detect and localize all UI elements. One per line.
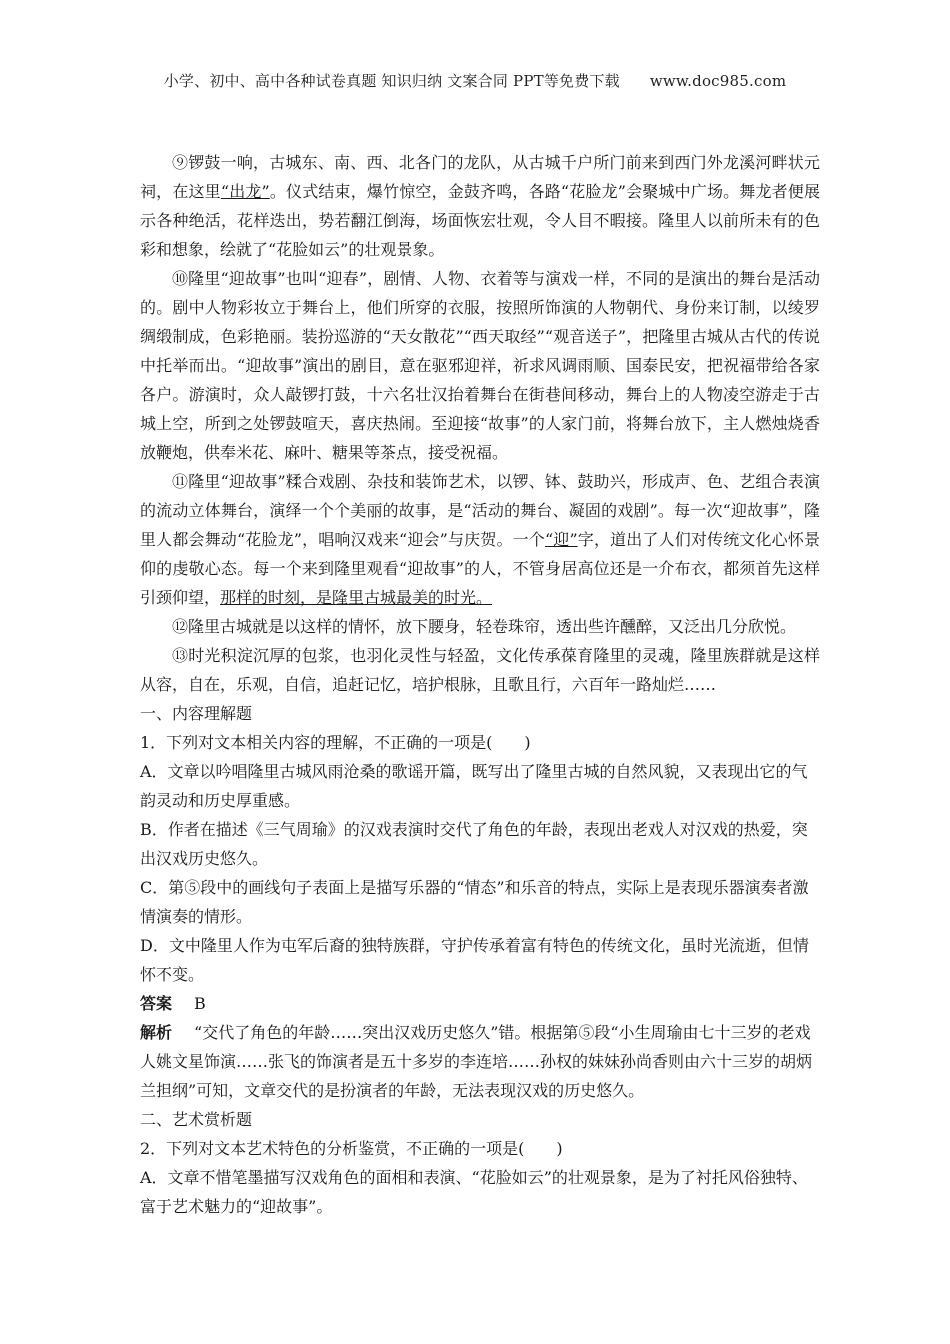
answer-value: B [194,994,206,1013]
question-1-option-c: C．第⑤段中的画线句子表面上是描写乐器的“情态”和乐音的特点，实际上是表现乐器演奏者激情演奏的情形。 [140,878,809,926]
analysis-text: “交代了角色的年龄……突出汉戏历史悠久”错。根据第⑤段“小生周瑜由七十三岁的老戏人姚文星饰演……张飞的饰演者是五十多岁的李连培……孙权的妹妹孙尚香则由六十三岁的胡炳兰担纲”可知，文章交代的是扮演者的年龄，无法表现汉戏的历史悠久。 [140,1023,813,1100]
underline-sentence: 那样的时刻，是隆里古城最美的时光。 [220,588,493,607]
answer-label: 答案 [140,994,173,1013]
page-header [0,70,950,91]
paragraph-11: ⑪隆里“迎故事”糅合戏剧、杂技和装饰艺术，以锣、钵、鼓助兴，形成声、色、艺组合表演的流动立体舞台，演绎一个个美丽的故事，是“活动的舞台、凝固的戏剧”。每一次“迎故事”，隆里人都会舞动“花脸龙”，唱响汉戏来“迎会”与庆贺。一个“迎”字，道出了人们对传统文化心怀景仰的虔敬心态。每一个来到隆里观看“迎故事”的人，不管身居高位还是一介布衣，都须首先这样引颈仰望，那样的时刻，是隆里古城最美的时光。 [140,472,820,607]
paragraph-12: ⑫隆里古城就是以这样的情怀，放下腰身，轻卷珠帘，透出些许醺醉，又泛出几分欣悦。 [172,617,797,636]
section-heading-2: 二、艺术赏析题 [140,1110,253,1129]
question-2-stem: 2．下列对文本艺术特色的分析鉴赏，不正确的一项是( ) [140,1139,563,1158]
question-1-option-a: A．文章以吟唱隆里古城风雨沧桑的歌谣开篇，既写出了隆里古城的自然风貌，又表现出它的气韵灵动和历史厚重感。 [140,762,808,810]
underline-chulong: “出龙” [220,182,270,201]
paragraph-13: ⑬时光积淀沉厚的包浆，也羽化灵性与轻盈，文化传承葆育隆里的灵魂，隆里族群就是这样从容，自在，乐观，自信，追赶记忆，培护根脉，且歌且行，六百年一路灿烂…… [140,646,820,694]
question-1-stem: 1．下列对文本相关内容的理解，不正确的一项是( ) [140,733,531,752]
header-text: 小学、初中、高中各种试卷真题 知识归纳 文案合同 PPT等免费下载 [163,72,620,90]
header-site-link[interactable]: www.doc985.com [649,72,787,90]
section-heading-1: 一、内容理解题 [140,704,253,723]
paragraph-10: ⑩隆里“迎故事”也叫“迎春”，剧情、人物、衣着等与演戏一样，不同的是演出的舞台是活动的。剧中人物彩妆立于舞台上，他们所穿的衣服，按照所饰演的人物朝代、身份来订制，以绫罗绸缎制成，色彩艳丽。装扮巡游的“天女散花”“西天取经”“观音送子”，把隆里古城从古代的传说中托举而出。“迎故事”演出的剧目，意在驱邪迎祥，祈求风调雨顺、国泰民安，把祝福带给各家各户。游演时，众人敲锣打鼓，十六名壮汉抬着舞台在街巷间移动，舞台上的人物凌空游走于古城上空，所到之处锣鼓喧天，喜庆热闹。至迎接“故事”的人家门前，将舞台放下，主人燃烛烧香放鞭炮，供奉米花、麻叶、糖果等茶点，接受祝福。 [140,269,820,462]
analysis-label: 解析 [140,1023,173,1042]
question-1-option-b: B．作者在描述《三气周瑜》的汉戏表演时交代了角色的年龄，表现出老戏人对汉戏的热爱，突出汉戏历史悠久。 [140,820,808,868]
document-body [140,148,820,1221]
underline-ying: “迎” [544,530,578,549]
paragraph-9: ⑨锣鼓一响，古城东、南、西、北各门的龙队，从古城千户所门前来到西门外龙溪河畔状元祠，在这里“出龙”。仪式结束，爆竹惊空，金鼓齐鸣，各路“花脸龙”会聚城中广场。舞龙者便展示各种绝活，花样迭出，势若翻江倒海，场面恢宏壮观，令人目不暇接。隆里人以前所未有的色彩和想象，绘就了“花脸如云”的壮观景象。 [140,153,820,259]
analysis [140,1018,820,1105]
question-1-option-d: D．文中隆里人作为屯军后裔的独特族群，守护传承着富有特色的传统文化，虽时光流逝，但情怀不变。 [140,936,809,984]
answer [140,989,820,1018]
question-2-option-a: A．文章不惜笔墨描写汉戏角色的面相和表演、“花脸如云”的壮观景象，是为了衬托风俗独特、富于艺术魅力的“迎故事”。 [140,1168,808,1216]
